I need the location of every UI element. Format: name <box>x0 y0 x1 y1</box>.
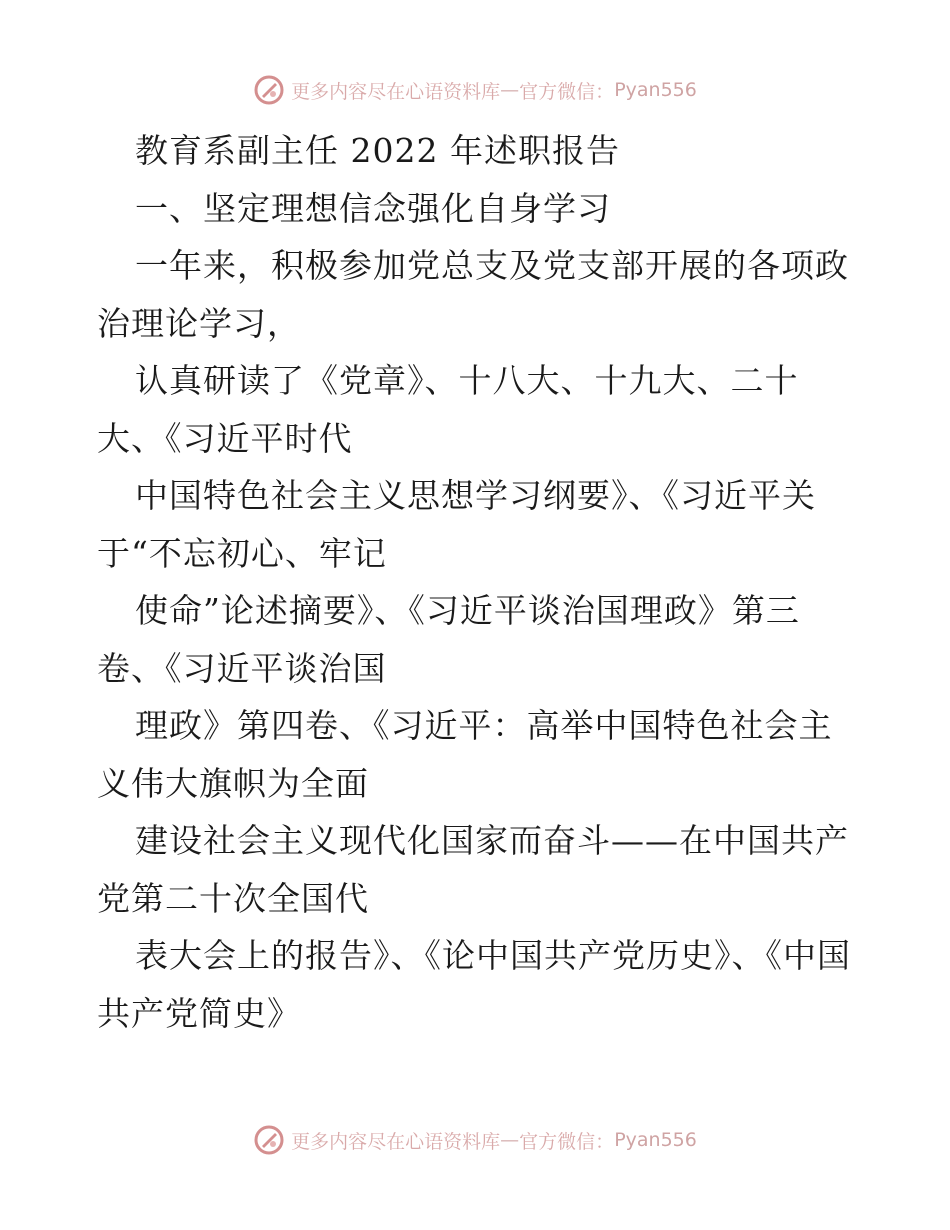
watermark-separator: — <box>500 1129 520 1151</box>
paragraph-1: 一年来，积极参加党总支及党支部开展的各项政治理论学习， <box>97 246 849 343</box>
document-title: 教育系副主任 2022 年述职报告 <box>135 131 620 170</box>
paragraph-5: 理政》第四卷、《习近平：高举中国特色社会主义伟大旗帜为全面 <box>97 706 833 803</box>
brand-logo-icon <box>253 1124 285 1156</box>
paragraph-4: 使命”论述摘要》、《习近平谈治国理政》第三卷、《习近平谈治国 <box>97 591 800 688</box>
watermark-separator: — <box>500 79 520 101</box>
paragraph-2: 认真研读了《党章》、十八大、十九大、二十大、《习近平时代 <box>97 361 799 458</box>
footer-watermark <box>0 1120 950 1160</box>
header-watermark <box>0 70 950 110</box>
document-body <box>97 122 857 1042</box>
section-heading: 一、坚定理想信念强化自身学习 <box>135 188 611 228</box>
paragraph-3: 中国特色社会主义思想学习纲要》、《习近平关于“不忘初心、牢记 <box>97 476 816 573</box>
watermark-wechat-label: 官方微信： <box>519 80 615 103</box>
brand-logo-icon <box>253 74 285 106</box>
watermark-wechat-label: 官方微信： <box>519 1130 615 1153</box>
watermark-wechat-id: Pyan556 <box>614 1129 697 1151</box>
paragraph-7: 表大会上的报告》、《论中国共产党历史》、《中国共产党简史》 <box>97 936 851 1033</box>
paragraph-6: 建设社会主义现代化国家而奋斗——在中国共产党第二十次全国代 <box>97 821 849 918</box>
watermark-text: 更多内容尽在心语资料库 <box>291 1130 501 1153</box>
watermark-text: 更多内容尽在心语资料库 <box>291 80 501 103</box>
watermark-wechat-id: Pyan556 <box>614 79 697 101</box>
